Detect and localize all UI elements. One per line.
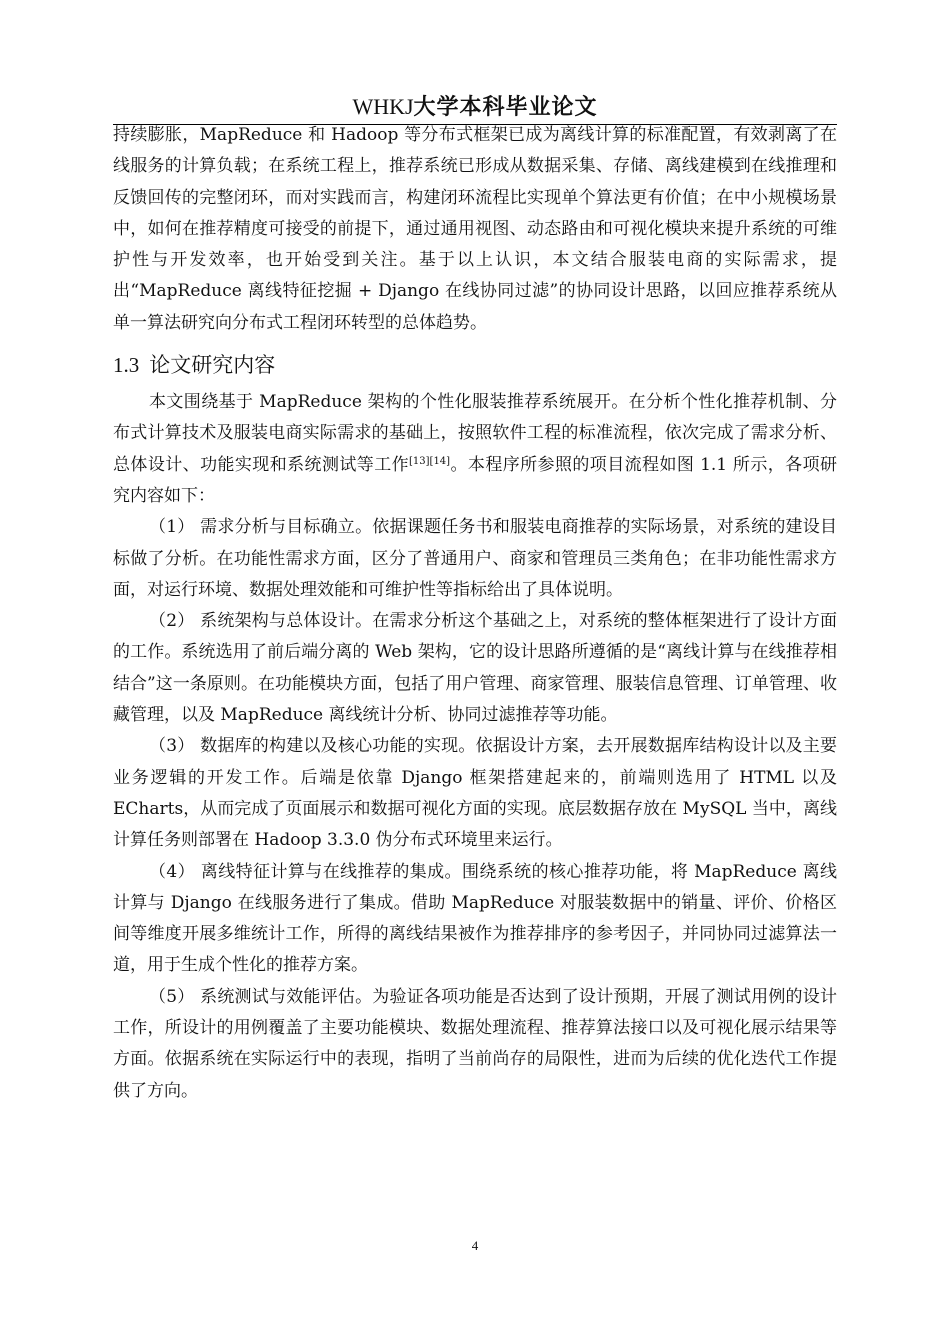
intro-text-b: 。本程序所参照的项目流程如图 1.1 所示，各项研究内容如下：: [113, 454, 837, 506]
list-item-1: （1） 需求分析与目标确立。依据课题任务书和服装电商推荐的实际场景，对系统的建设目标做了分析。在功能性需求方面，区分了普通用户、商家和管理员三类角色；在非功能性需求方面，对运行环境、数据处理效能和可维护性等指标给出了具体说明。: [113, 517, 837, 600]
header-title: 大学本科毕业论文: [413, 95, 598, 120]
intro-text-a: 本文围绕基于 MapReduce 架构的个性化服装推荐系统展开。在分析个性化推荐机制、分布式计算技术及服装电商实际需求的基础上，按照软件工程的标准流程，依次完成了需求分析、总体设计、功能实现和系统测试等工作: [113, 392, 837, 475]
paragraph-intro: [113, 387, 837, 512]
list-item-3: （3） 数据库的构建以及核心功能的实现。依据设计方案，去开展数据库结构设计以及主要业务逻辑的开发工作。后端是依靠 Django 框架搭建起来的，前端则选用了 HTML 以及 ECharts，从而完成了页面展示和数据可视化方面的实现。底层数据存放在 MySQL 当中，离线计算任务则部署在 Hadoop 3.3.0 伪分布式环境里来运行。: [113, 736, 837, 851]
list-item-5: （5） 系统测试与效能评估。为验证各项功能是否达到了设计预期，开展了测试用例的设计工作，所设计的用例覆盖了主要功能模块、数据处理流程、推荐算法接口以及可视化展示结果等方面。依据系统在实际运行中的表现，指明了当前尚存的局限性，进而为后续的优化迭代工作提供了方向。: [113, 986, 837, 1101]
page-number: 4: [471, 1238, 479, 1253]
section-title: 论文研究内容: [149, 353, 276, 378]
document-body: [113, 120, 837, 1107]
citation: [13][14]: [409, 455, 451, 467]
list-item-4: （4） 离线特征计算与在线推荐的集成。围绕系统的核心推荐功能，将 MapReduce 离线计算与 Django 在线服务进行了集成。借助 MapReduce 对服装数据中的销量、评价、价格区间等维度开展多维统计工作，所得的离线结果被作为推荐排序的参考因子，并同协同过滤算法一道，用于生成个性化的推荐方案。: [113, 861, 837, 976]
header-latin: WHKJ: [352, 94, 414, 119]
section-number: 1.3: [113, 353, 140, 378]
section-heading: [113, 351, 837, 379]
list-item-2: （2） 系统架构与总体设计。在需求分析这个基础之上，对系统的整体框架进行了设计方面的工作。系统选用了前后端分离的 Web 架构，它的设计思路所遵循的是“离线计算与在线推荐相结合”这一条原则。在功能模块方面，包括了用户管理、商家管理、服装信息管理、订单管理、收藏管理，以及 MapReduce 离线统计分析、协同过滤推荐等功能。: [113, 611, 837, 726]
paragraph-continuation: 持续膨胀，MapReduce 和 Hadoop 等分布式框架已成为离线计算的标准配置，有效剥离了在线服务的计算负载；在系统工程上，推荐系统已形成从数据采集、存储、离线建模到在线推理和反馈回传的完整闭环，而对实践而言，构建闭环流程比实现单个算法更有价值；在中小规模场景中，如何在推荐精度可接受的前提下，通过通用视图、动态路由和可视化模块来提升系统的可维护性与开发效率，也开始受到关注。基于以上认识，本文结合服装电商的实际需求，提出“MapReduce 离线特征挖掘 + Django 在线协同过滤”的协同设计思路，以回应推荐系统从单一算法研究向分布式工程闭环转型的总体趋势。: [113, 125, 837, 333]
